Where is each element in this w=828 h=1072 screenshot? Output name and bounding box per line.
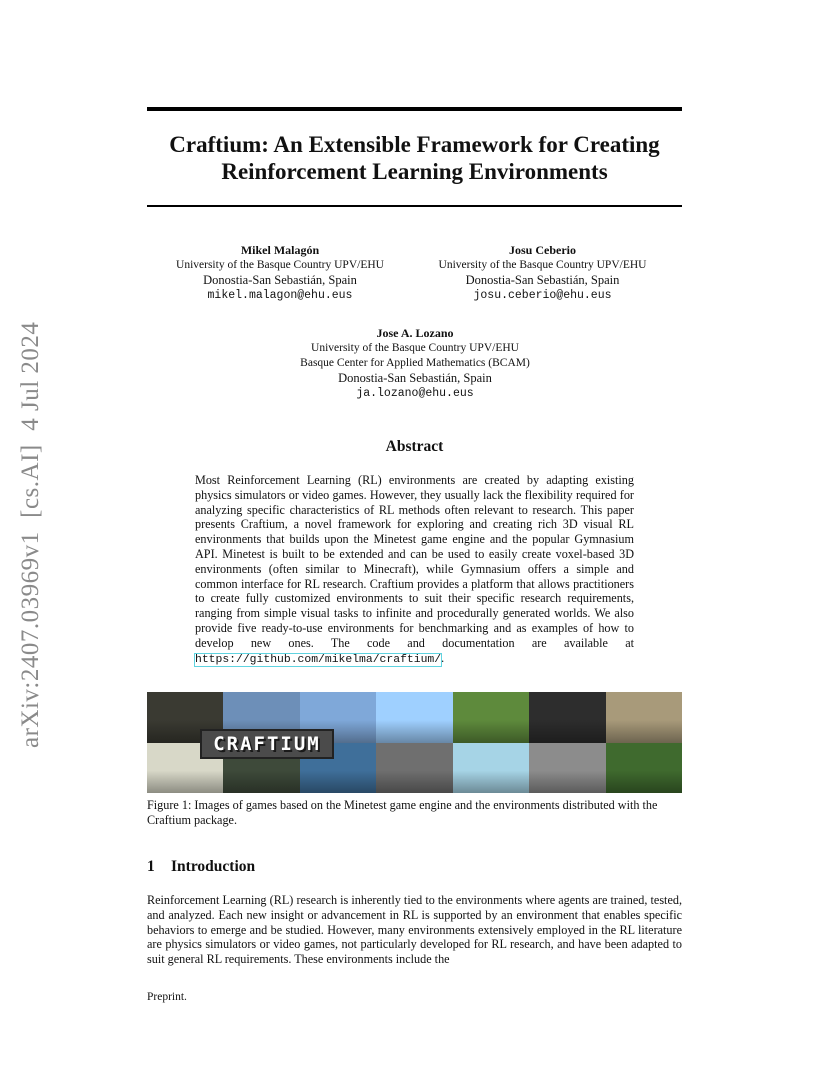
author-affiliation: University of the Basque Country UPV/EHU — [438, 259, 647, 271]
paper-title: Craftium: An Extensible Framework for Creating Reinforcement Learning Environments — [169, 132, 660, 184]
author-email[interactable]: josu.ceberio@ehu.eus — [473, 289, 612, 302]
abstract-body: Most Reinforcement Learning (RL) environments are created by adapting existing physics simulators or video games. However, they usually lack the flexibility required for analyzing specific characteristics of RL methods often relevant to research. This paper presents Craftium, a novel framework for exploring and creating rich 3D visual RL environments that builds upon the Minetest game engine and the popular Gymnasium API. Minetest is built to be extended and can be used to easily create voxel-based 3D environments (often similar to Minecraft), while Gymnasium offers a simple and common interface for RL research. Craftium provides a platform that allows practitioners to create fully customized environments to suit their specific research requirements, ranging from simple visual tasks to infinite and procedurally generated worlds. We also provide five ready-to-use environments for benchmarking and as examples of how to develop new ones. The code and documentation are available at — [195, 473, 634, 650]
author-block-3 — [280, 326, 550, 401]
game-screenshot — [529, 743, 605, 794]
code-url-link[interactable]: https://github.com/mikelma/craftium/ — [195, 653, 442, 666]
game-screenshot — [606, 692, 682, 743]
section-title: Introduction — [171, 858, 256, 875]
game-screenshot — [376, 743, 452, 794]
author-name: Mikel Malagón — [240, 243, 320, 257]
title-bottom-rule — [147, 205, 682, 207]
title-top-rule — [147, 107, 682, 111]
game-screenshot — [606, 743, 682, 794]
author-city: Donostia-San Sebastián, Spain — [338, 371, 492, 385]
intro-paragraph: Reinforcement Learning (RL) research is inherently tied to the environments where agents are trained, tested, and analyzed. Each new insight or advancement in RL is supported by an environment that enables specific behaviors to emerge and be studied. However, many environments extensively employed in the RL literature are physics simulators or video games, not particularly developed for RL research, and have been adapted to suit general RL requirements. These environments include the — [147, 893, 682, 967]
author-email[interactable]: ja.lozano@ehu.eus — [356, 387, 474, 400]
craftium-logo: CRAFTIUM — [200, 729, 334, 759]
section-number: 1 — [147, 858, 155, 875]
abstract-end: . — [441, 650, 445, 665]
author-affiliation-2: Basque Center for Applied Mathematics (BCAM) — [300, 357, 530, 369]
author-city: Donostia-San Sebastián, Spain — [203, 273, 357, 287]
game-screenshot — [453, 692, 529, 743]
game-screenshot — [529, 692, 605, 743]
preprint-footer: Preprint. — [147, 991, 187, 1003]
author-name: Josu Ceberio — [509, 243, 576, 257]
game-screenshot — [376, 692, 452, 743]
game-screenshot — [453, 743, 529, 794]
author-name: Jose A. Lozano — [376, 326, 454, 340]
author-affiliation: University of the Basque Country UPV/EHU — [176, 259, 384, 271]
figure-caption: Figure 1: Images of games based on the Minetest game engine and the environments distributed with the Craftium package. — [147, 798, 658, 827]
arxiv-stamp: arXiv:2407.03969v1 [cs.AI] 4 Jul 2024 — [17, 321, 44, 748]
author-city: Donostia-San Sebastián, Spain — [465, 273, 620, 287]
abstract-text — [195, 473, 634, 667]
author-block-2 — [420, 243, 665, 303]
section-heading — [147, 858, 255, 876]
abstract-heading: Abstract — [385, 438, 444, 455]
author-affiliation: University of the Basque Country UPV/EHU — [311, 342, 519, 354]
author-email[interactable]: mikel.malagon@ehu.eus — [207, 289, 353, 302]
author-block-1 — [160, 243, 400, 303]
